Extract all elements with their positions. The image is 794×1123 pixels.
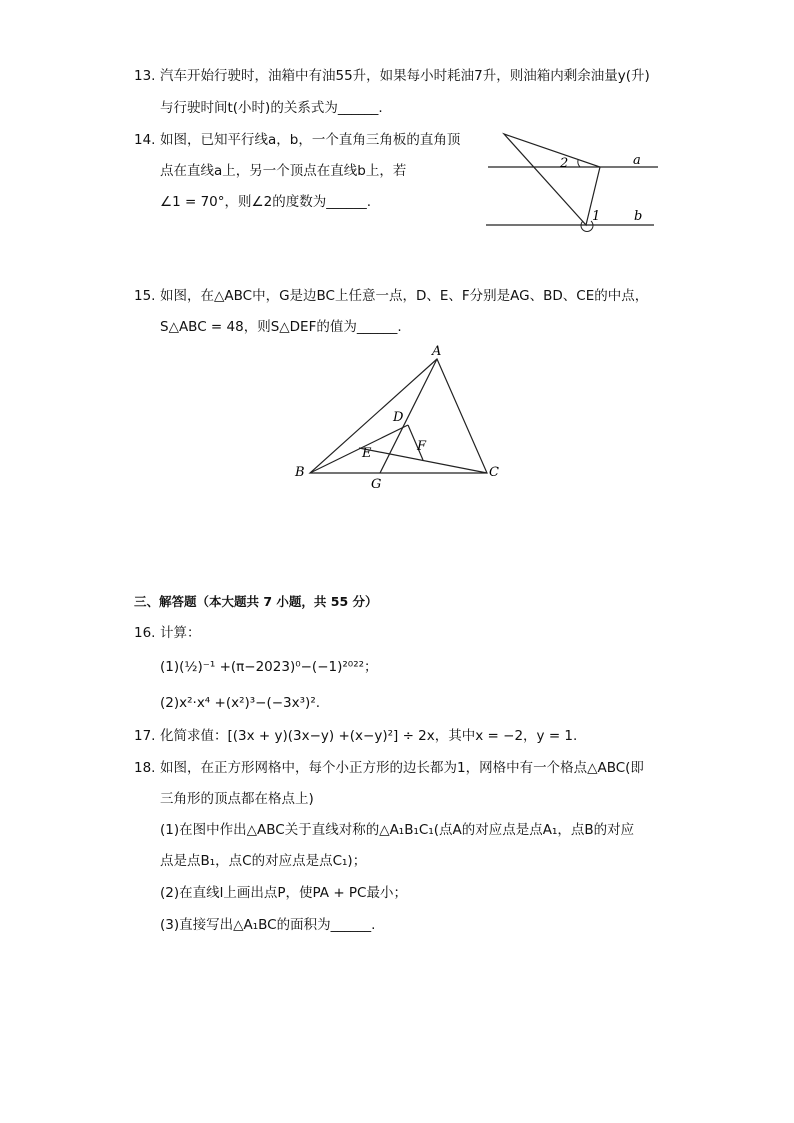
- label-E: E: [362, 446, 372, 461]
- q15-line2: S△ABC = 48，则S△DEF的值为______.: [160, 319, 402, 335]
- label-G: G: [371, 477, 382, 492]
- label-B: B: [295, 465, 305, 480]
- q17-line1: 化简求值：[(3x + y)(3x−y) +(x−y)²] ÷ 2x，其中x = −2，y = 1.: [160, 728, 578, 744]
- label-A: A: [432, 344, 442, 359]
- q18-line1: 如图，在正方形网格中，每个小正方形的边长都为1，网格中有一个格点△ABC(即: [160, 760, 644, 776]
- q14-line2: 点在直线a上，另一个顶点在直线b上，若: [160, 163, 407, 179]
- triangle-ruler: [504, 134, 600, 225]
- segment-ag: [380, 359, 437, 473]
- q18-line5: (2)在直线l上画出点P，使PA + PC最小；: [160, 885, 407, 901]
- angle-2-arc: [578, 160, 580, 167]
- q14-number: 14.: [134, 132, 156, 148]
- q13-number: 13.: [134, 68, 156, 84]
- q16-line2: (1)(½)⁻¹ +(π−2023)⁰−(−1)²⁰²²；: [160, 659, 378, 675]
- q15-number: 15.: [134, 288, 156, 304]
- q18-line4: 点是点B₁，点C的对应点是点C₁)；: [160, 853, 367, 869]
- q16-line1: 计算：: [160, 625, 201, 641]
- q17-number: 17.: [134, 728, 156, 744]
- q16-number: 16.: [134, 625, 156, 641]
- q15-line1: 如图，在△ABC中，G是边BC上任意一点，D、E、F分别是AG、BD、CE的中点，: [160, 288, 649, 304]
- label-C: C: [489, 465, 499, 480]
- q14-line1: 如图，已知平行线a，b，一个直角三角板的直角顶: [160, 132, 461, 148]
- q18-line6: (3)直接写出△A₁BC的面积为______.: [160, 917, 376, 933]
- label-1: 1: [592, 209, 601, 224]
- label-a: a: [633, 153, 641, 168]
- q15-figure: [290, 340, 505, 495]
- q16-line3: (2)x²·x⁴ +(x²)³−(−3x³)².: [160, 695, 321, 711]
- label-D: D: [393, 410, 404, 425]
- q13-line2: 与行驶时间t(小时)的关系式为______.: [160, 100, 383, 116]
- q18-line2: 三角形的顶点都在格点上): [160, 791, 314, 807]
- q14-line3: ∠1 = 70°，则∠2的度数为______.: [160, 194, 371, 210]
- q14-figure: [480, 125, 665, 235]
- q18-line3: (1)在图中作出△ABC关于直线对称的△A₁B₁C₁(点A的对应点是点A₁，点B的对应: [160, 822, 635, 838]
- label-F: F: [417, 439, 427, 454]
- q13-line1: 汽车开始行驶时，油箱中有油55升，如果每小时耗油7升，则油箱内剩余油量y(升): [160, 68, 650, 84]
- label-b: b: [634, 209, 643, 224]
- q18-number: 18.: [134, 760, 156, 776]
- segment-bd: [310, 425, 408, 473]
- label-2: 2: [560, 156, 569, 171]
- section-title: 三、解答题（本大题共 7 小题，共 55 分）: [134, 594, 378, 609]
